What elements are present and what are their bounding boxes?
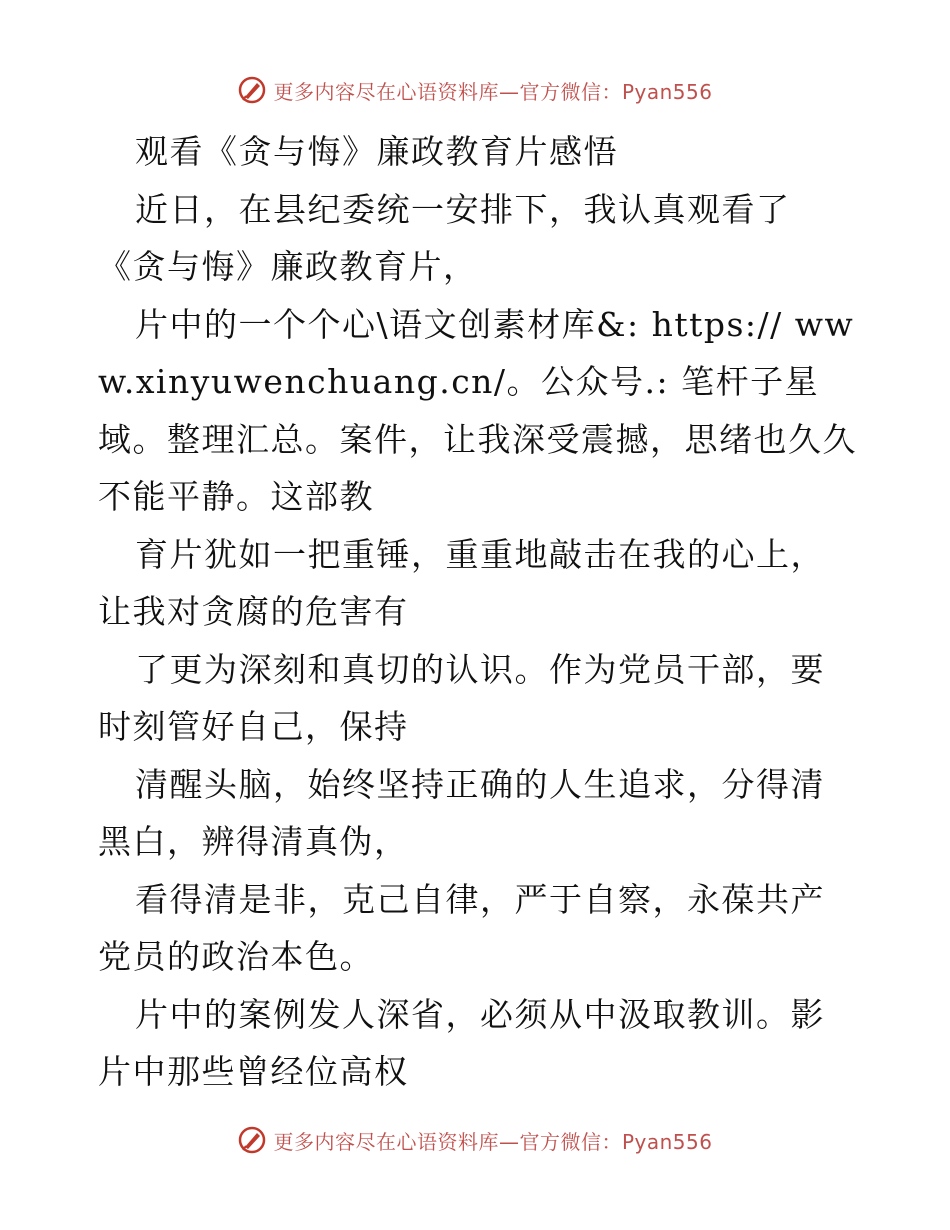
quill-logo-icon (237, 1125, 267, 1155)
paragraph-5: 清醒头脑，始终坚持正确的人生追求，分得清黑白，辨得清真伪， (98, 764, 825, 861)
paragraph-3: 育片犹如一把重锤，重重地敲击在我的心上，让我对贪腐的危害有 (98, 534, 825, 631)
header-watermark-text: 更多内容尽在心语资料库—官方微信：Pyan556 (273, 79, 713, 104)
paragraph-6: 看得清是非，克己自律，严于自察，永葆共产党员的政治本色。 (98, 879, 825, 976)
footer-watermark-text: 更多内容尽在心语资料库—官方微信：Pyan556 (273, 1129, 713, 1154)
document-body (98, 123, 858, 1101)
paragraph-4: 了更为深刻和真切的认识。作为党员干部，要时刻管好自己，保持 (98, 649, 825, 746)
paragraph-2: 片中的一个个心\语文创素材库&: https:// www.xinyuwenchuang.cn/。公众号.: 笔杆子星域。整理汇总。案件，让我深受震撼，思绪也久久不能平静。这部教 (98, 304, 857, 516)
paragraph-7: 片中的案例发人深省，必须从中汲取教训。影片中那些曾经位高权 (98, 994, 825, 1091)
paragraph-1: 近日，在县纪委统一安排下，我认真观看了《贪与悔》廉政教育片， (98, 189, 791, 286)
header-watermark-banner (0, 70, 950, 110)
quill-logo-icon (237, 75, 267, 105)
document-title: 观看《贪与悔》廉政教育片感悟 (135, 132, 618, 171)
footer-watermark-banner (0, 1120, 950, 1160)
